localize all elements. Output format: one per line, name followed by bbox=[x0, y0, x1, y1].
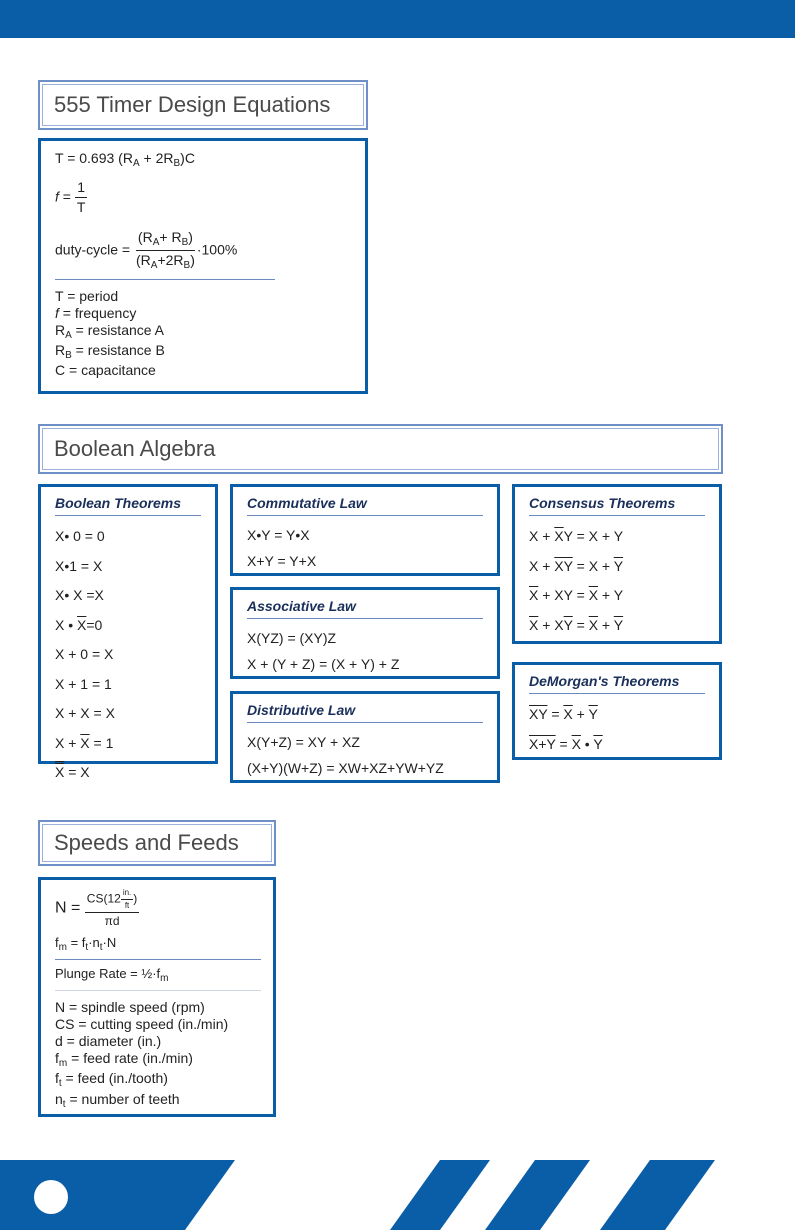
demorgan-line-2: $X+Y = \overline{X}$ • $\overline{Y}$ bbox=[529, 735, 603, 752]
top-header-bar bbox=[0, 0, 795, 38]
timer-section-title bbox=[38, 80, 368, 130]
diagonal-stripes bbox=[0, 1160, 795, 1230]
timer-definition-2: f = frequency bbox=[55, 304, 137, 321]
frequency-equation: f = $\frac{1}{T}$ bbox=[55, 178, 86, 215]
theorem-1: X• 0 = 0 bbox=[55, 528, 105, 544]
consensus-heading: Consensus Theorems bbox=[529, 495, 705, 516]
demorgan-theorems-box bbox=[512, 662, 722, 760]
consensus-line-3: $\overline{X}$ + XY = $\overline{X} + Y$ bbox=[529, 587, 624, 603]
bottom-footer-band bbox=[0, 1160, 795, 1230]
associative-line-1: X(YZ) = (XY)Z bbox=[247, 630, 337, 646]
timer-definition-3: $R_A$ = resistance A bbox=[55, 321, 165, 341]
timer-title-text: 555 Timer Design Equations bbox=[54, 92, 331, 117]
commutative-line-1: X•Y = Y•X bbox=[247, 527, 310, 543]
speeds-definition-5: $f_t$ = feed (in./tooth) bbox=[55, 1070, 168, 1090]
spindle-speed-equation: N = CS(12 $\frac{in.}{ft}$ ) πd bbox=[55, 888, 138, 928]
speeds-feeds-box bbox=[38, 877, 276, 1117]
commutative-law-box bbox=[230, 484, 500, 576]
speeds-definition-3: d = diameter (in.) bbox=[55, 1033, 162, 1050]
speeds-section-title bbox=[38, 820, 276, 866]
speeds-definition-6: $n_t$ = number of teeth bbox=[55, 1090, 180, 1110]
speeds-definition-1: N = spindle speed (rpm) bbox=[55, 999, 205, 1015]
associative-line-2: X + (Y + Z) = (X + Y) + Z bbox=[247, 656, 400, 672]
theorem-7: X + X = X bbox=[55, 705, 115, 721]
demorgan-line-1: $\overline{XY} = \overline{X} + \overline{Y}$ bbox=[529, 706, 598, 722]
consensus-line-4: $\overline{X} + X\overline{Y} = \overline{X} + \overline{Y}$ bbox=[529, 616, 624, 633]
boolean-theorems-box bbox=[38, 484, 218, 780]
timer-equations-box bbox=[38, 138, 368, 394]
footer-circle-icon bbox=[34, 1180, 68, 1214]
consensus-line-1: $X + \overline{X}Y = X + Y$ bbox=[529, 528, 624, 544]
theorem-8: $X + \overline{X} = 1$ bbox=[55, 734, 114, 751]
speeds-divider-2 bbox=[55, 990, 261, 991]
demorgan-heading: DeMorgan's Theorems bbox=[529, 673, 705, 694]
theorem-4: X • $\overline{X}=0$ bbox=[55, 616, 103, 633]
timer-definitions bbox=[55, 288, 351, 380]
consensus-line-2: $X + \overline{XY} = X + \overline{Y}$ bbox=[529, 557, 624, 574]
period-equation: T = 0.693 $(R_A + 2R_B)C$ bbox=[55, 150, 195, 169]
commutative-line-2: X+Y = Y+X bbox=[247, 553, 317, 569]
theorem-9: X = X bbox=[55, 764, 90, 780]
theorem-5: X + 0 = X bbox=[55, 646, 114, 662]
commutative-heading: Commutative Law bbox=[247, 495, 483, 516]
distributive-heading: Distributive Law bbox=[247, 702, 483, 723]
distributive-line-2: (X+Y)(W+Z) = XW+XZ+YW+YZ bbox=[247, 760, 444, 776]
consensus-theorems-box bbox=[512, 484, 722, 644]
speeds-title-text: Speeds and Feeds bbox=[54, 830, 239, 855]
speeds-definition-2: CS = cutting speed (in./min) bbox=[55, 1016, 229, 1033]
theorem-3: X• X =X bbox=[55, 587, 104, 603]
duty-cycle-equation: duty-cycle = $\frac{(R_A+ R_B)}{(R_A+2R_B)}$ ·100% bbox=[55, 228, 238, 271]
associative-heading: Associative Law bbox=[247, 598, 483, 619]
speeds-divider-1 bbox=[55, 959, 261, 960]
distributive-law-box bbox=[230, 691, 500, 783]
boolean-title-text: Boolean Algebra bbox=[54, 436, 216, 461]
theorem-2: X•1 = X bbox=[55, 557, 103, 574]
plunge-rate-equation: Plunge Rate = $\frac{1}{2}\cdot f_m$ bbox=[55, 965, 169, 984]
timer-divider bbox=[55, 279, 275, 280]
boolean-section-title bbox=[38, 424, 723, 474]
speeds-definitions bbox=[55, 999, 259, 1111]
speeds-definition-4: $f_m$ = feed rate (in./min) bbox=[55, 1050, 193, 1070]
feed-rate-equation: $f_m = f_t\cdot n_t\cdot N$ bbox=[55, 935, 117, 953]
boolean-theorems-heading: Boolean Theorems bbox=[55, 495, 201, 516]
timer-definition-4: $R_B$ = resistance B bbox=[55, 341, 165, 361]
timer-definition-1: T = period bbox=[55, 287, 119, 304]
distributive-line-1: X(Y+Z) = XY + XZ bbox=[247, 734, 360, 750]
timer-definition-5: C = capacitance bbox=[55, 362, 156, 379]
associative-law-box bbox=[230, 587, 500, 679]
theorem-6: X + 1 = 1 bbox=[55, 675, 112, 692]
